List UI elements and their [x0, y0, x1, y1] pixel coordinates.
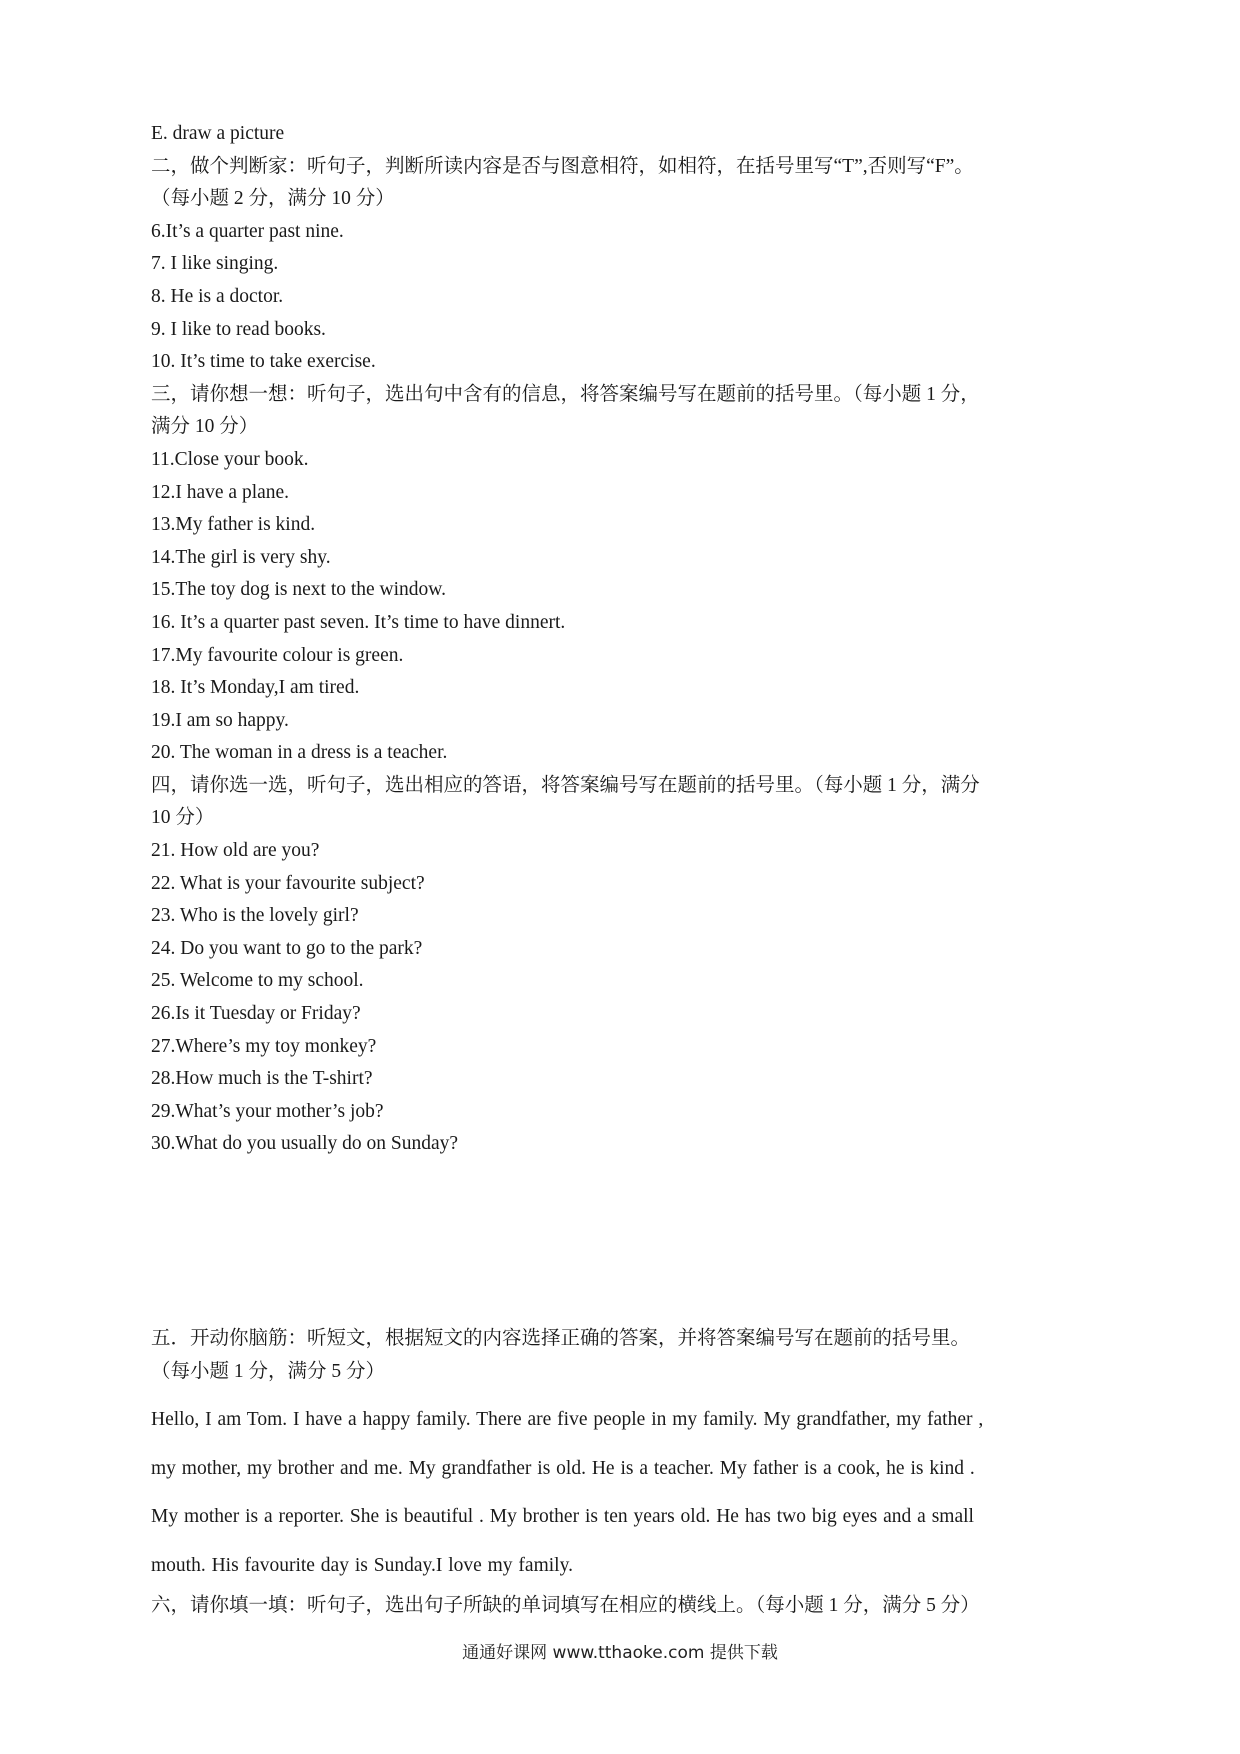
passage-line: My mother is a reporter. She is beautiful . My brother is ten years old. He has two big eyes and a small: [151, 1506, 974, 1528]
document-page: [151, 118, 1081, 1623]
section-5-heading: 五．开动你脑筋：听短文，根据短文的内容选择正确的答案，并将答案编号写在题前的括号里。: [151, 1328, 971, 1349]
question-9: 9. I like to read books.: [151, 318, 326, 340]
question-23: 23. Who is the lovely girl?: [151, 905, 359, 927]
section-4-score-note: 10 分）: [151, 807, 215, 829]
question-11: 11.Close your book.: [151, 448, 309, 470]
blank-space: [151, 1161, 1081, 1323]
section-3-heading: 三，请你想一想：听句子，选出句中含有的信息，将答案编号写在题前的括号里。（每小题 1 分，: [151, 383, 980, 405]
question-13: 13.My father is kind.: [151, 514, 316, 536]
question-19: 19.I am so happy.: [151, 709, 289, 731]
passage-line: mouth. His favourite day is Sunday.I love my family.: [151, 1554, 573, 1576]
section-5-score-note: （每小题 1 分，满分 5 分）: [151, 1360, 386, 1382]
question-29: 29.What’s your mother’s job?: [151, 1100, 384, 1122]
section-5: [151, 1323, 1081, 1590]
section-6: [151, 1590, 1081, 1623]
question-24: 24. Do you want to go to the park?: [151, 937, 423, 959]
question-16: 16. It’s a quarter past seven. It’s time to have dinnert.: [151, 611, 566, 633]
reading-passage: [151, 1396, 1081, 1590]
section-3: [151, 379, 1081, 770]
section-3-score-note: 满分 10 分）: [151, 416, 259, 438]
section-2: [151, 151, 1081, 379]
footer-source-note: 通通好课网 www.tthaoke.com 提供下载: [462, 1643, 778, 1663]
passage-line: Hello, I am Tom. I have a happy family. There are five people in my family. My grandfather, my father ,: [151, 1409, 984, 1431]
section-2-heading: 二，做个判断家：听句子，判断所读内容是否与图意相符，如相符，在括号里写“T”,否则写“F”。: [151, 155, 974, 177]
question-27: 27.Where’s my toy monkey?: [151, 1035, 377, 1057]
question-8: 8. He is a doctor.: [151, 285, 284, 307]
question-20: 20. The woman in a dress is a teacher.: [151, 742, 448, 764]
question-18: 18. It’s Monday,I am tired.: [151, 677, 360, 699]
section-4: [151, 770, 1081, 1161]
question-25: 25. Welcome to my school.: [151, 970, 364, 992]
question-12: 12.I have a plane.: [151, 481, 290, 503]
section-4-heading: 四，请你选一选，听句子，选出相应的答语，将答案编号写在题前的括号里。（每小题 1 分，满分: [151, 774, 980, 796]
question-14: 14.The girl is very shy.: [151, 546, 331, 568]
question-21: 21. How old are you?: [151, 840, 320, 862]
section-6-heading: 六，请你填一填：听句子，选出句子所缺的单词填写在相应的横线上。（每小题 1 分，满分 5 分）: [151, 1595, 980, 1617]
question-28: 28.How much is the T-shirt?: [151, 1068, 373, 1090]
question-6: 6.It’s a quarter past nine.: [151, 220, 344, 242]
question-17: 17.My favourite colour is green.: [151, 644, 404, 666]
question-26: 26.Is it Tuesday or Friday?: [151, 1003, 361, 1025]
question-22: 22. What is your favourite subject?: [151, 872, 425, 894]
question-30: 30.What do you usually do on Sunday?: [151, 1133, 459, 1155]
passage-line: my mother, my brother and me. My grandfather is old. He is a teacher. My father is a cook, he is kind .: [151, 1457, 975, 1479]
question-10: 10. It’s time to take exercise.: [151, 351, 376, 373]
section-2-score-note: （每小题 2 分，满分 10 分）: [151, 188, 395, 210]
question-15: 15.The toy dog is next to the window.: [151, 579, 446, 601]
option-e-line: E. draw a picture: [151, 123, 285, 144]
question-7: 7. I like singing.: [151, 253, 279, 275]
